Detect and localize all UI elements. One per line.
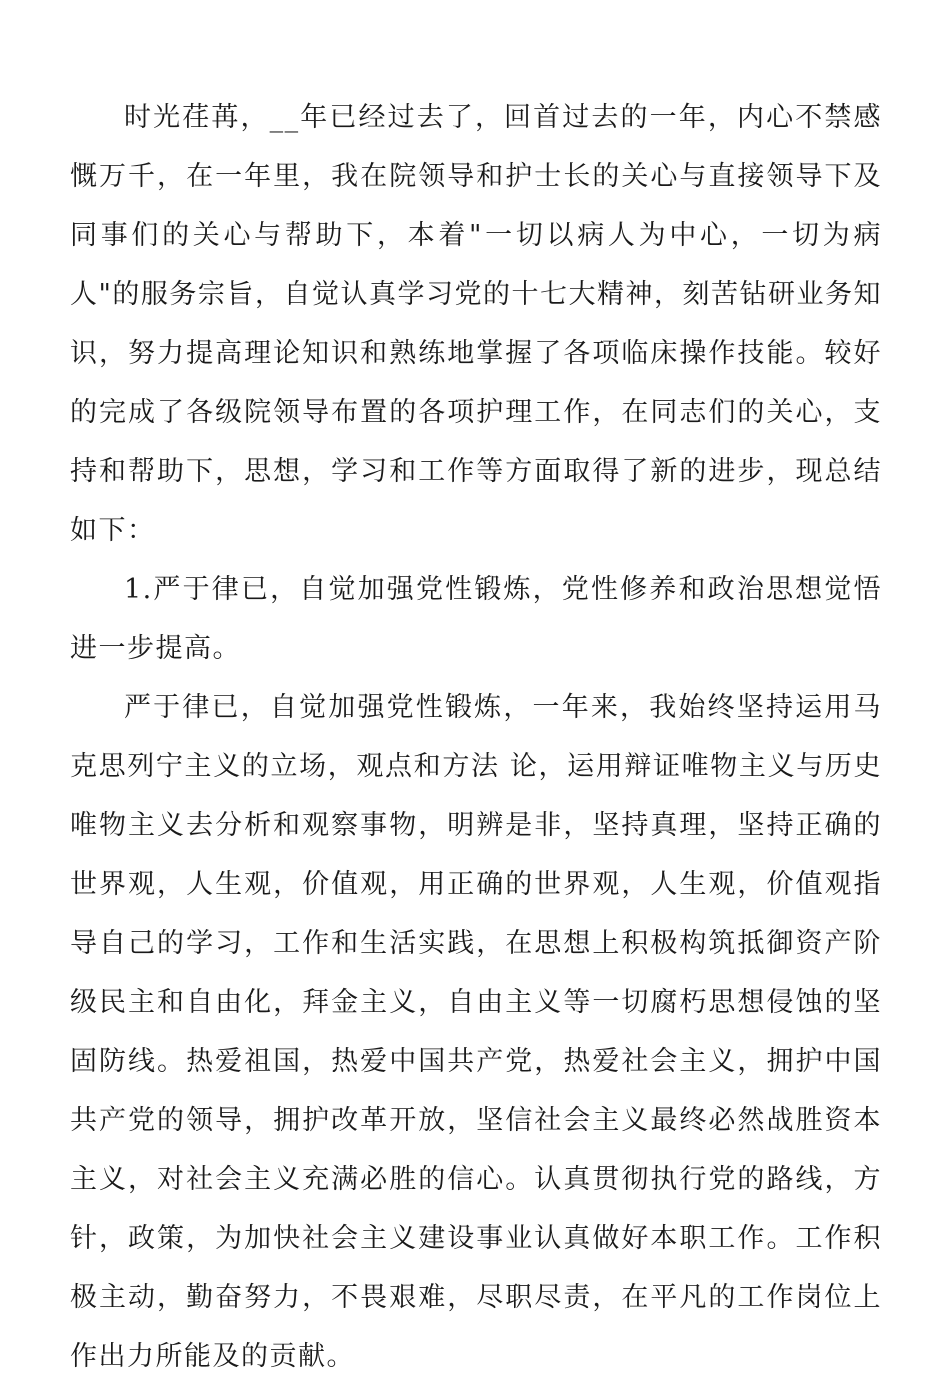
section-heading-1: 1.严于律已，自觉加强党性锻炼，党性修养和政治思想觉悟进一步提高。 <box>70 574 882 664</box>
document-body <box>70 88 882 1386</box>
intro-paragraph: 时光荏苒，__年已经过去了，回首过去的一年，内心不禁感慨万千，在一年里，我在院领导和护士长的关心与直接领导下及同事们的关心与帮助下，本着"一切以病人为中心，一切为病人"的服务宗旨，自觉认真学习党的十七大精神，刻苦钻研业务知识，努力提高理论知识和熟练地掌握了各项临床操作技能。较好的完成了各级院领导布置的各项护理工作，在同志们的关心，支持和帮助下，思想，学习和工作等方面取得了新的进步，现总结如下： <box>70 102 882 546</box>
section-body-1: 严于律已，自觉加强党性锻炼，一年来，我始终坚持运用马克思列宁主义的立场，观点和方法 论，运用辩证唯物主义与历史唯物主义去分析和观察事物，明辨是非，坚持真理，坚持正确的世界观，人生观，价值观，用正确的世界观，人生观，价值观指导自己的学习，工作和生活实践，在思想上积极构筑抵御资产阶级民主和自由化，拜金主义，自由主义等一切腐朽思想侵蚀的坚固防线。热爱祖国，热爱中国共产党，热爱社会主义，拥护中国共产党的领导，拥护改革开放，坚信社会主义最终必然战胜资本主义，对社会主义充满必胜的信心。认真贯彻执行党的路线，方针，政策，为加快社会主义建设事业认真做好本职工作。工作积极主动，勤奋努力，不畏艰难，尽职尽责，在平凡的工作岗位上作出力所能及的贡献。 <box>70 692 882 1372</box>
